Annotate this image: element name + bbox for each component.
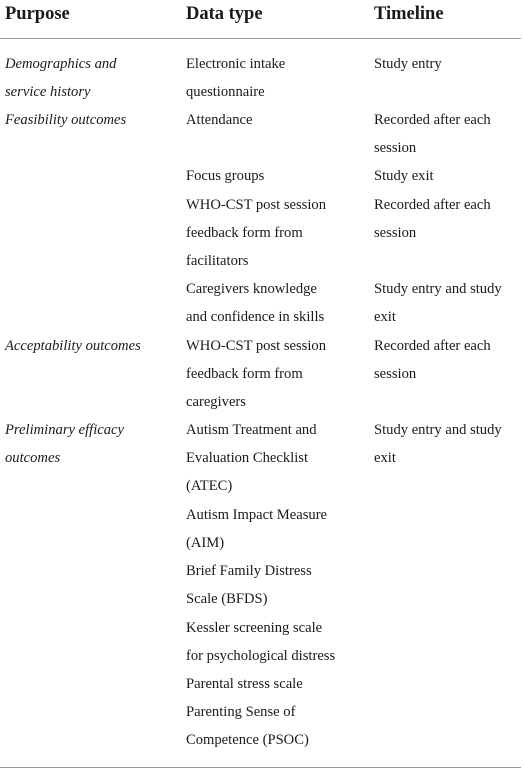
timeline-cell (374, 162, 522, 190)
timeline-cell (374, 106, 522, 162)
cell-line: WHO-CST post session (186, 337, 327, 354)
cell-line: Caregivers knowledge (186, 281, 317, 298)
cell-line: Competence (PSOC) (186, 732, 309, 749)
header-rule (0, 38, 521, 39)
data-type-cell (186, 501, 368, 557)
header-data-type: Data type (186, 4, 263, 24)
cell-line: (ATEC) (186, 478, 233, 495)
purpose-cell (5, 50, 181, 106)
data-type-cell (186, 50, 368, 106)
cell-line: Study exit (374, 168, 434, 185)
data-type-cell (186, 698, 368, 754)
cell-line: questionnaire (186, 83, 265, 100)
cell-line: caregivers (186, 393, 246, 410)
cell-line: Scale (BFDS) (186, 591, 268, 608)
cell-line: Study entry and study (374, 422, 502, 439)
bottom-rule (0, 767, 521, 768)
cell-line: Recorded after each (374, 111, 491, 128)
data-type-cell (186, 162, 368, 190)
data-type-cell (186, 416, 368, 501)
data-type-cell (186, 670, 368, 698)
cell-line: session (374, 224, 417, 241)
cell-line: Study entry (374, 55, 442, 72)
purpose-cell (5, 332, 181, 360)
timeline-cell (374, 275, 522, 331)
cell-line: service history (5, 83, 91, 100)
cell-line: Electronic intake (186, 55, 286, 72)
timeline-cell (374, 416, 522, 472)
cell-line: WHO-CST post session (186, 196, 327, 213)
cell-line: exit (374, 450, 396, 467)
data-type-cell (186, 106, 368, 134)
cell-line: Acceptability outcomes (5, 337, 141, 354)
cell-line: Feasibility outcomes (5, 111, 127, 128)
cell-line: Recorded after each (374, 337, 491, 354)
cell-line: Focus groups (186, 168, 265, 185)
timeline-cell (374, 191, 522, 247)
cell-line: Parenting Sense of (186, 704, 296, 721)
cell-line: outcomes (5, 450, 61, 467)
purpose-cell (5, 416, 181, 472)
cell-line: Evaluation Checklist (186, 450, 308, 467)
cell-line: Study entry and study (374, 281, 502, 298)
timeline-cell (374, 50, 522, 78)
timeline-cell (374, 332, 522, 388)
data-type-cell (186, 614, 368, 670)
cell-line: (AIM) (186, 534, 225, 551)
cell-line: session (374, 140, 417, 157)
cell-line: for psychological distress (186, 647, 336, 664)
table-header (0, 0, 524, 39)
data-type-cell (186, 275, 368, 331)
cell-line: exit (374, 309, 396, 326)
cell-line: and confidence in skills (186, 309, 325, 326)
data-type-cell (186, 332, 368, 417)
cell-line: Kessler screening scale (186, 619, 323, 636)
cell-line: Preliminary efficacy (5, 422, 125, 439)
cell-line: Demographics and (5, 55, 117, 72)
header-timeline: Timeline (374, 4, 444, 24)
cell-line: Parental stress scale (186, 675, 303, 692)
cell-line: feedback form from (186, 224, 303, 241)
cell-line: facilitators (186, 252, 249, 269)
cell-line: Brief Family Distress (186, 563, 312, 580)
cell-line: Attendance (186, 111, 253, 128)
purpose-cell (5, 106, 181, 134)
data-type-cell (186, 191, 368, 276)
data-type-cell (186, 557, 368, 613)
cell-line: session (374, 365, 417, 382)
cell-line: Autism Treatment and (186, 422, 317, 439)
cell-line: feedback form from (186, 365, 303, 382)
cell-line: Recorded after each (374, 196, 491, 213)
cell-line: Autism Impact Measure (186, 506, 328, 523)
header-purpose: Purpose (5, 4, 70, 24)
